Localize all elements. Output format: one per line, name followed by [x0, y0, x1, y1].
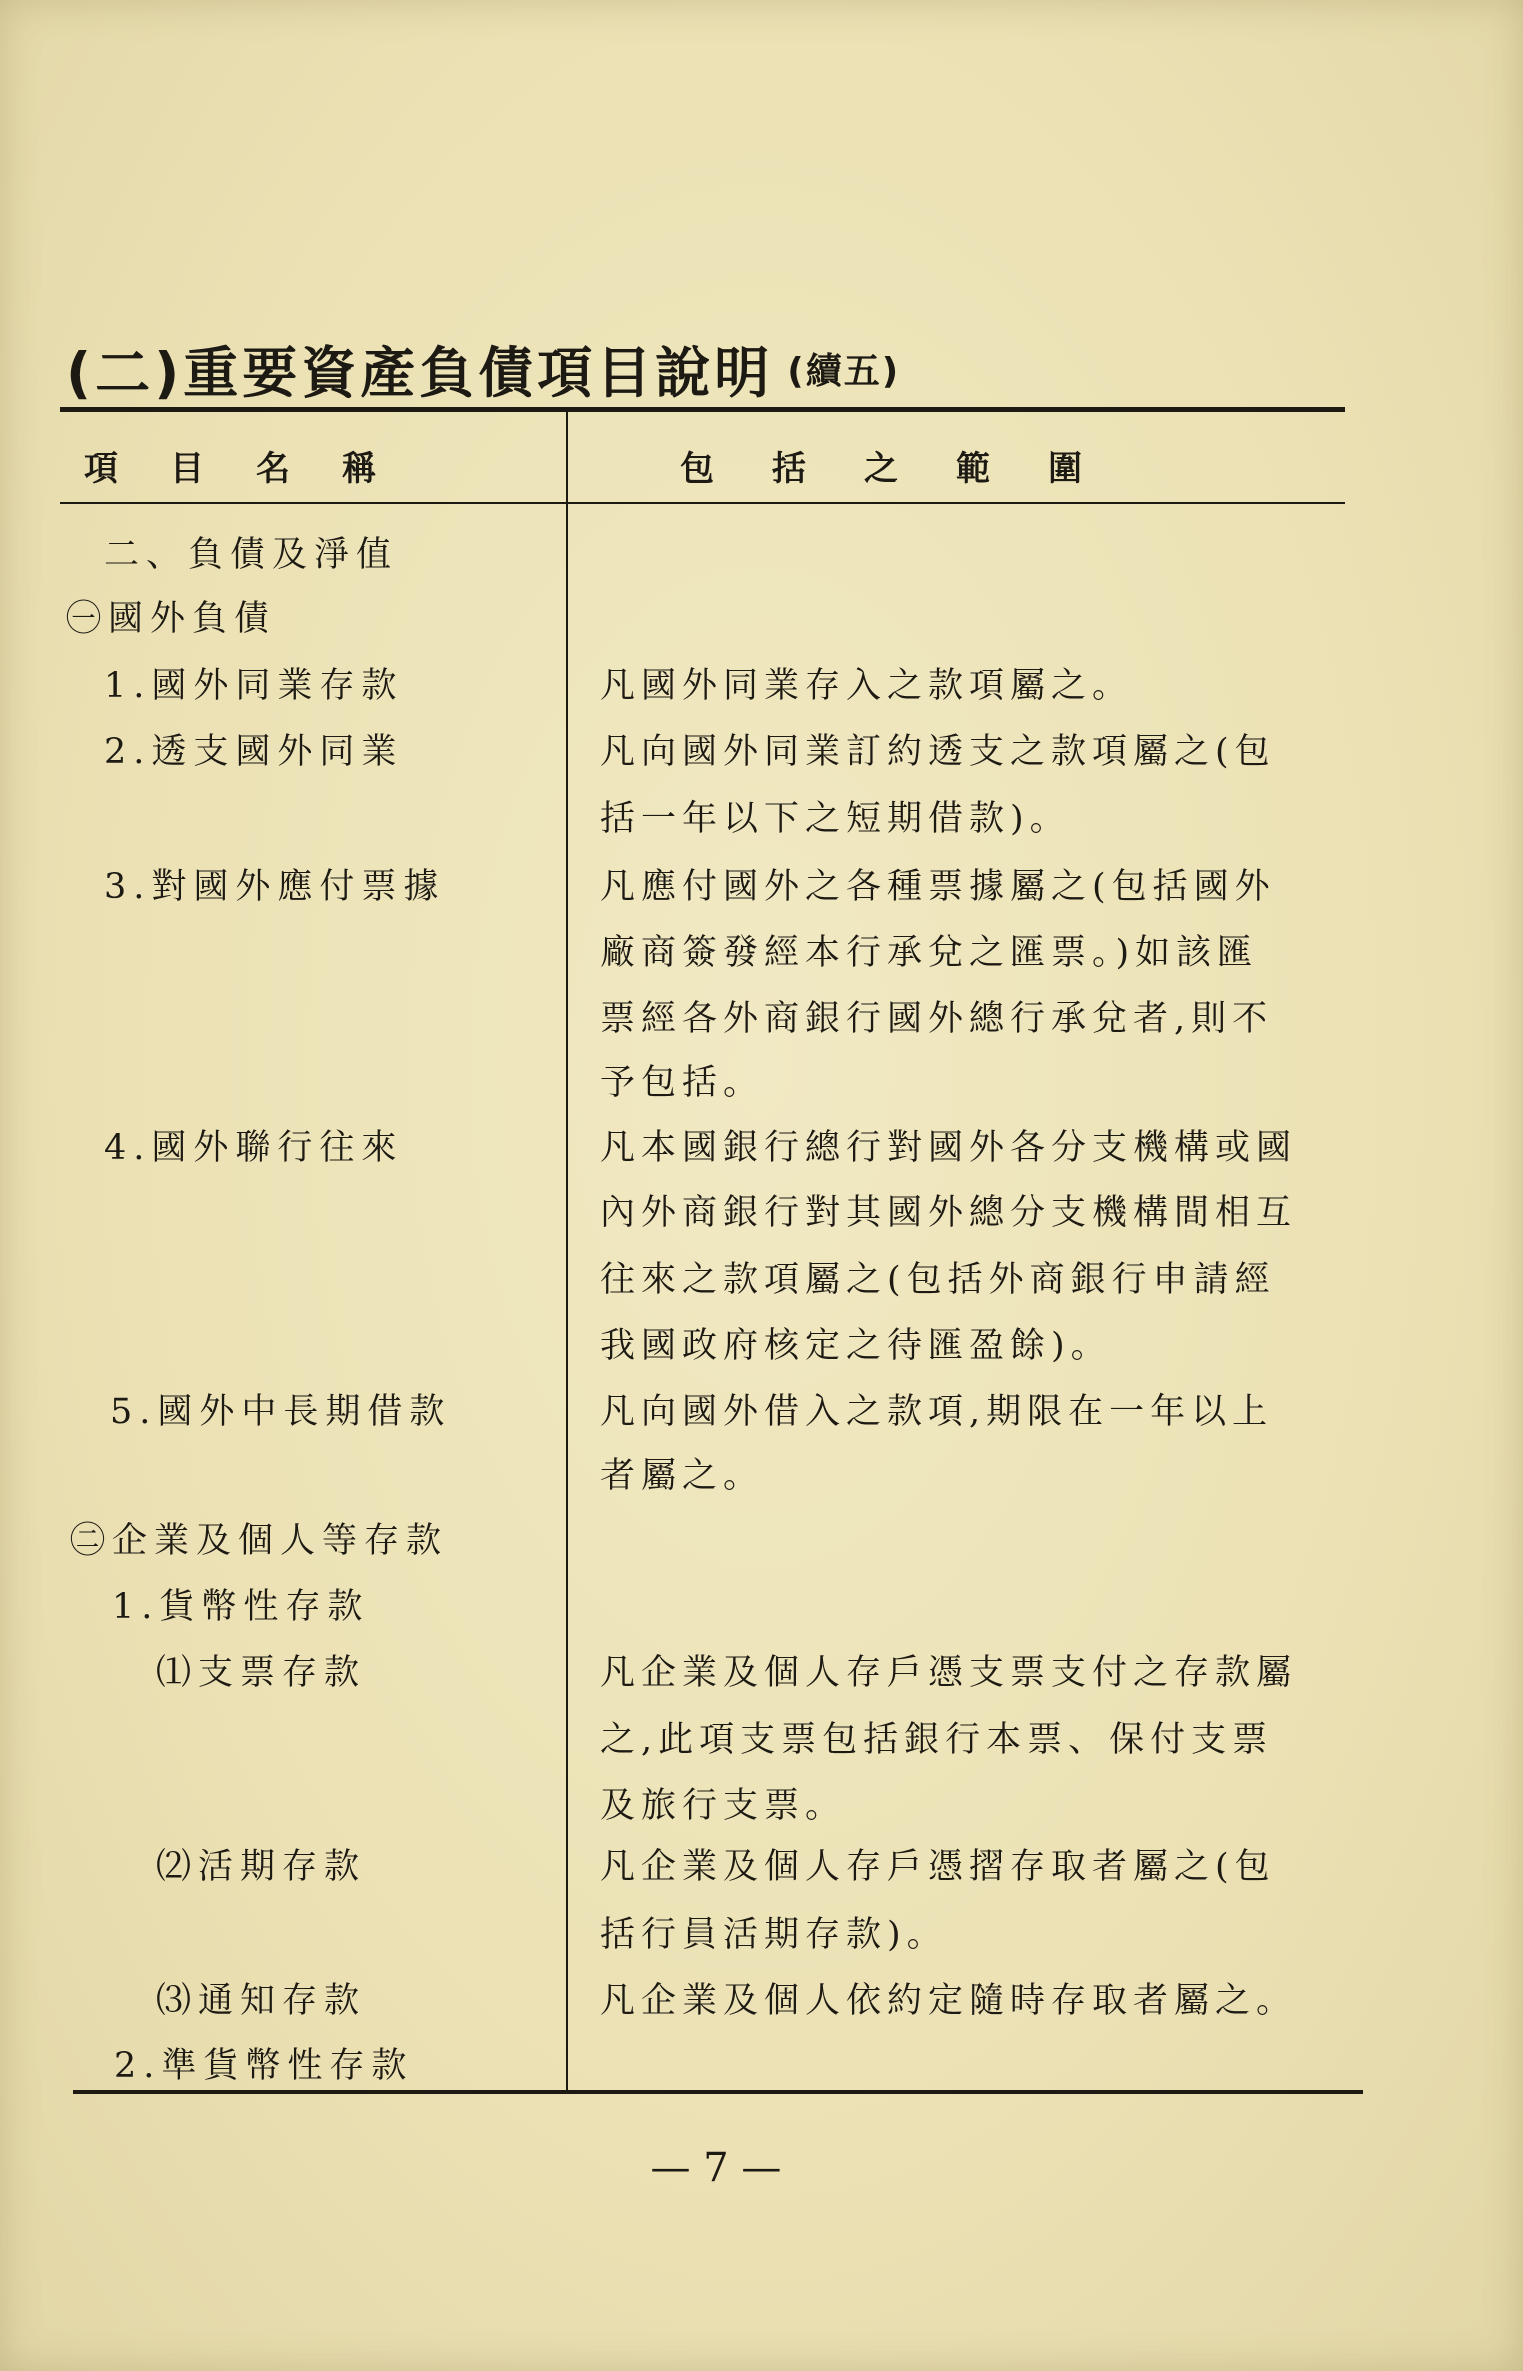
category-foreign-liabilities: ㊀國外負債 — [66, 599, 277, 639]
scope-line: 凡本國銀行總行對國外各分支機構或國 — [600, 1128, 1298, 1168]
item-monetary-deposits: 1.貨幣性存款 — [112, 1587, 370, 1627]
scope-column — [600, 518, 1360, 2078]
item-checking-deposits: ⑴支票存款 — [156, 1653, 367, 1693]
scope-line: 凡國外同業存入之款項屬之。 — [600, 666, 1134, 706]
scope-line: 之,此項支票包括銀行本票、保付支票 — [600, 1720, 1274, 1760]
item-name-column — [60, 518, 560, 2086]
scope-line: 廠商簽發經本行承兌之匯票。)如該匯 — [600, 933, 1259, 973]
table-header-rule — [60, 502, 1345, 504]
scope-line: 往來之款項屬之(包括外商銀行申請經 — [600, 1260, 1276, 1300]
scope-line: 凡企業及個人依約定隨時存取者屬之。 — [600, 1981, 1298, 2021]
column-divider — [566, 412, 568, 2090]
item-foreign-long-term-loans: 5.國外中長期借款 — [110, 1392, 452, 1432]
scope-line: 者屬之。 — [600, 1456, 765, 1496]
scope-line: 凡應付國外之各種票據屬之(包括國外 — [600, 867, 1276, 907]
scope-line: 內外商銀行對其國外總分支機構間相互 — [600, 1193, 1298, 1233]
scope-line: 我國政府核定之待匯盈餘)。 — [600, 1326, 1112, 1366]
scope-line: 及旅行支票。 — [600, 1786, 847, 1826]
category-enterprise-personal-deposits: ㊁企業及個人等存款 — [70, 1521, 449, 1561]
item-foreign-notes-payable: 3.對國外應付票據 — [104, 867, 446, 907]
page-number: — 7 — — [650, 2145, 782, 2191]
item-foreign-branch-accounts: 4.國外聯行往來 — [104, 1128, 404, 1168]
item-quasi-monetary-deposits: 2.準貨幣性存款 — [114, 2046, 414, 2086]
scope-line: 予包括。 — [600, 1063, 765, 1103]
scope-line: 凡企業及個人存戶憑支票支付之存款屬 — [600, 1653, 1298, 1693]
item-foreign-interbank-deposits: 1.國外同業存款 — [104, 666, 404, 706]
scope-line: 凡企業及個人存戶憑摺存取者屬之(包 — [600, 1847, 1276, 1887]
scope-line: 凡向國外同業訂約透支之款項屬之(包 — [600, 732, 1276, 772]
header-scope: 包括之範圍 — [680, 448, 1140, 489]
table-top-rule — [60, 407, 1345, 412]
header-item-name: 項目名稱 — [84, 448, 428, 489]
item-demand-deposits: ⑵活期存款 — [156, 1847, 367, 1887]
item-notice-deposits: ⑶通知存款 — [156, 1981, 367, 2021]
scope-line: 括行員活期存款)。 — [600, 1915, 948, 1955]
title-main: (二)重要資產負債項目說明 — [66, 340, 774, 405]
scope-line: 凡向國外借入之款項,期限在一年以上 — [600, 1392, 1274, 1432]
scope-line: 括一年以下之短期借款)。 — [600, 799, 1071, 839]
scope-line: 票經各外商銀行國外總行承兌者,則不 — [600, 999, 1274, 1039]
item-overdraft-foreign-banks: 2.透支國外同業 — [104, 732, 404, 772]
section-liabilities-equity: 二、負債及淨值 — [104, 535, 399, 575]
page-title — [66, 318, 900, 418]
title-continued: (續五) — [787, 350, 901, 392]
